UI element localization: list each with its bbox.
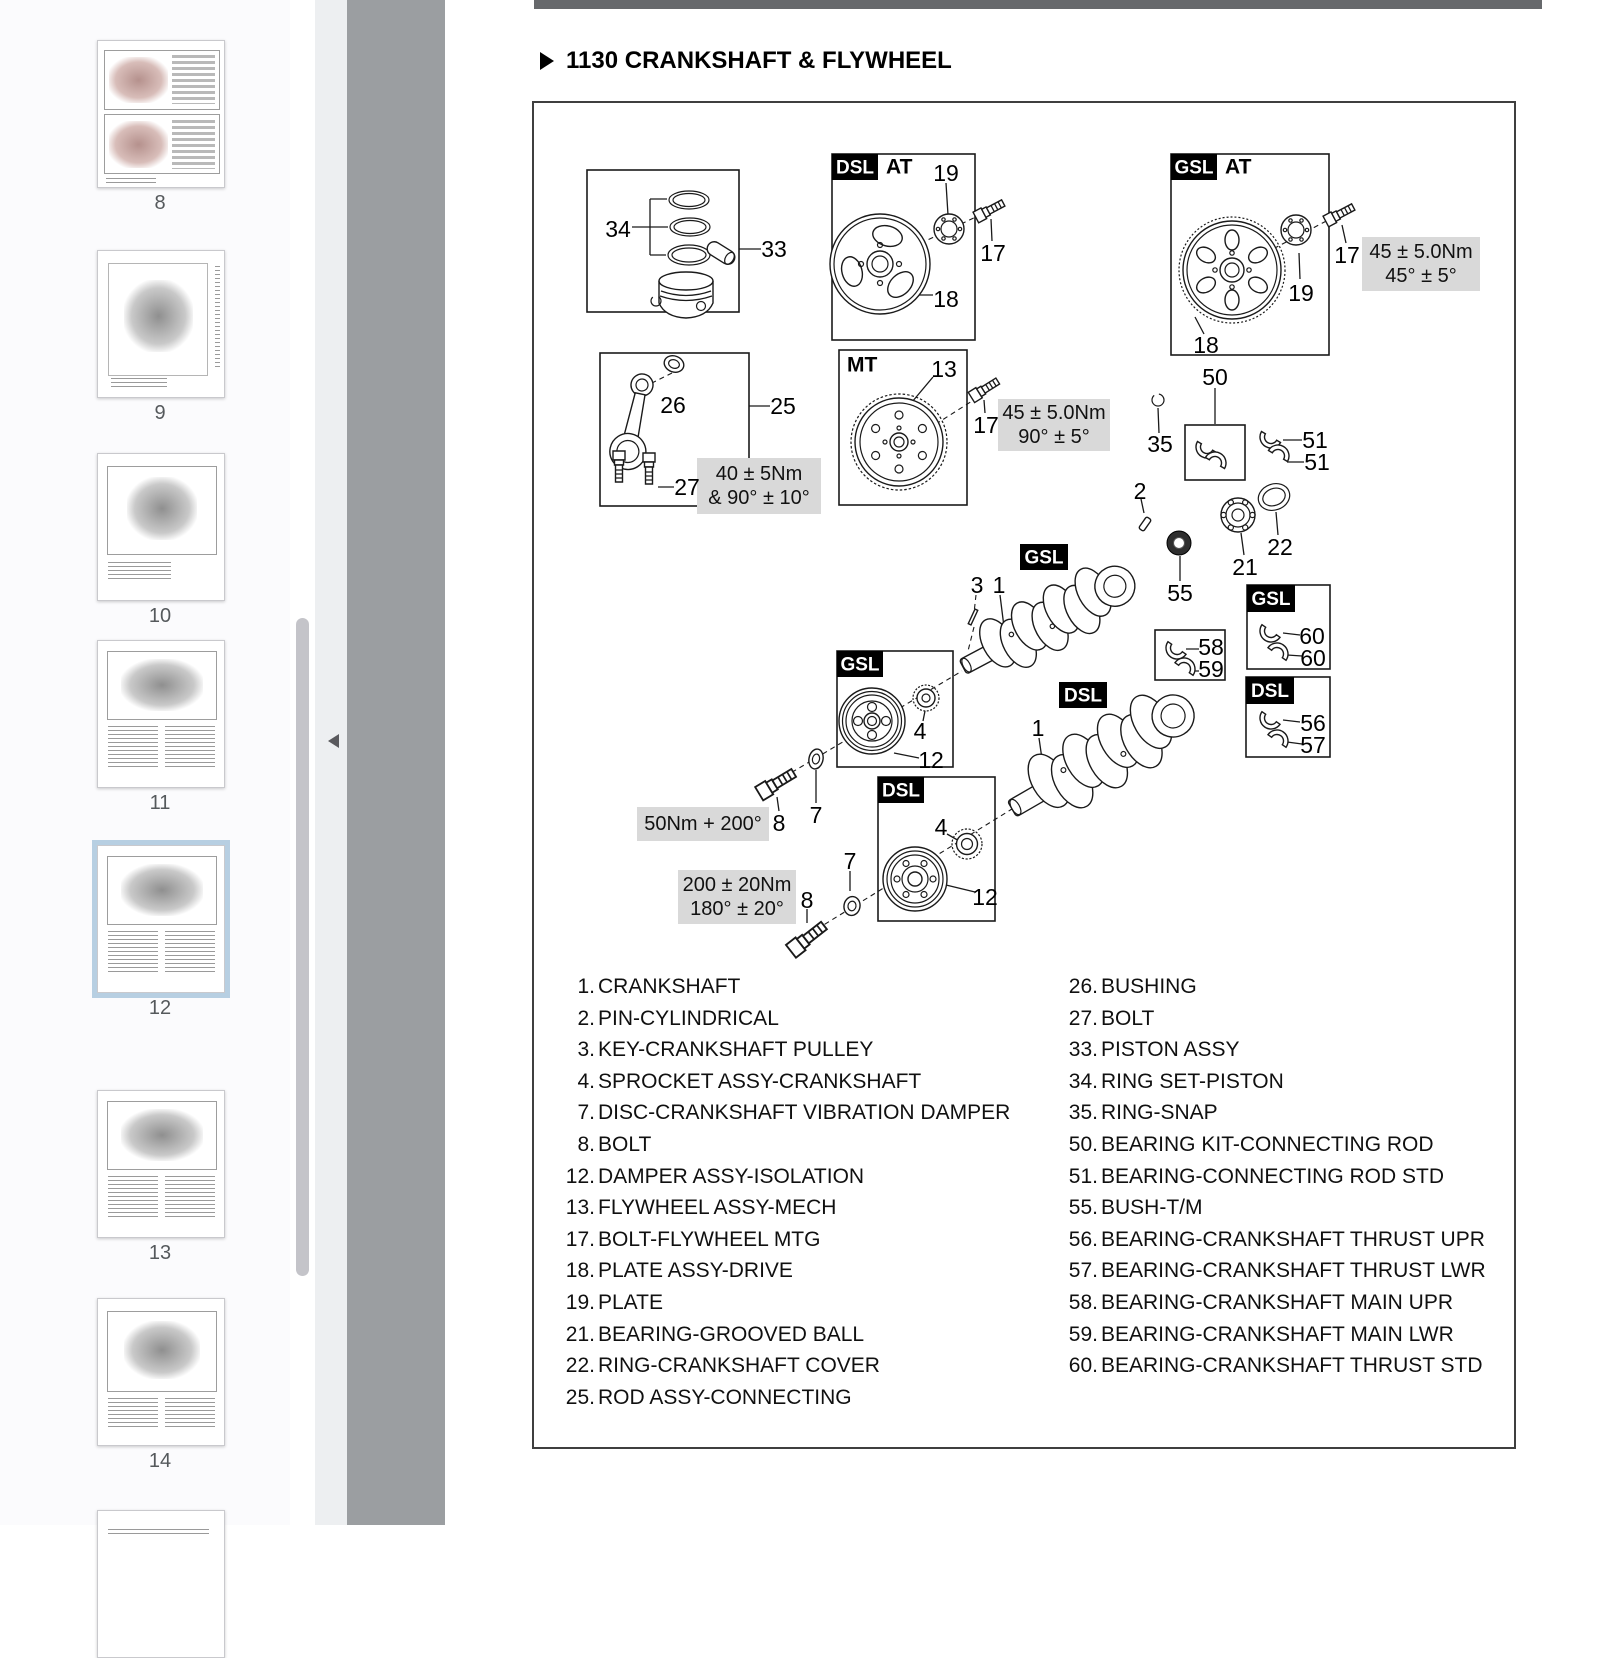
torque-note-text: 180° ± 20° — [690, 898, 784, 920]
plate-19-gsl — [1281, 215, 1311, 245]
variant-badge-text: DSL — [836, 157, 874, 179]
part-callout: 4 — [934, 814, 948, 840]
part-number: 50. — [1068, 1132, 1098, 1156]
parts-list-item — [558, 1192, 1010, 1224]
piston — [659, 272, 713, 318]
torque-note-text: 50Nm + 200° — [644, 813, 762, 835]
part-callout: 27 — [674, 474, 700, 500]
torque-note-text: 40 ± 5Nm — [715, 463, 803, 485]
variant-badge-text: GSL — [1251, 589, 1291, 610]
page-number: 10 — [148, 605, 172, 627]
part-number: 26. — [1068, 975, 1098, 998]
part-callout: 4 — [913, 718, 927, 744]
part-number: 19. — [565, 1290, 595, 1314]
part-name: PLATE ASSY-DRIVE — [598, 1259, 793, 1283]
part-name: BEARING-CONNECTING ROD STD — [1101, 1164, 1445, 1188]
torque-note-text: 45 ± 5.0Nm — [1369, 241, 1473, 263]
part-number: 58. — [1068, 1290, 1098, 1314]
tm-bush — [1167, 531, 1191, 555]
parts-list-item — [1061, 1066, 1486, 1098]
part-name: BOLT — [1101, 1006, 1155, 1030]
parts-list-item — [558, 1003, 1010, 1035]
part-callout: 19 — [1288, 280, 1314, 306]
parts-list-item — [558, 1255, 1010, 1287]
flywheel-bolt — [968, 376, 1001, 403]
parts-list-item — [1061, 971, 1486, 1003]
parts-list-item — [1061, 1097, 1486, 1129]
part-number: 25. — [565, 1385, 595, 1409]
part-name: BUSHING — [1101, 975, 1197, 998]
part-callout: 8 — [772, 810, 786, 836]
part-name: BEARING-GROOVED BALL — [598, 1322, 865, 1346]
part-callout: 12 — [972, 884, 998, 910]
page-number: 8 — [154, 192, 166, 214]
parts-list-right — [1061, 971, 1486, 1382]
part-name: FLYWHEEL ASSY-MECH — [598, 1196, 837, 1220]
variant-badge-text: DSL — [1064, 685, 1102, 707]
part-number: 1. — [577, 975, 595, 998]
flywheel-bolt — [1323, 202, 1356, 227]
part-callout: 3 — [970, 572, 984, 598]
sidebar-scrollbar-thumb[interactable] — [296, 618, 309, 1276]
part-number: 60. — [1068, 1354, 1098, 1378]
viewer-background-gap — [347, 0, 445, 1525]
parts-list-item — [1061, 1129, 1486, 1161]
sprocket-gsl — [913, 685, 939, 711]
part-callout: 8 — [800, 887, 814, 913]
part-name: DISC-CRANKSHAFT VIBRATION DAMPER — [598, 1101, 1011, 1125]
part-number: 8. — [577, 1132, 595, 1156]
drive-plate-assy — [830, 214, 930, 314]
thumbnail-sidebar — [0, 0, 291, 1525]
diagram-frame — [532, 101, 1516, 1449]
conrod-bolt — [643, 453, 655, 484]
section-title-text: 1130 CRANKSHAFT & FLYWHEEL — [566, 47, 952, 74]
torque-note-text: 200 ± 20Nm — [682, 874, 792, 896]
part-name: BUSH-T/M — [1101, 1196, 1203, 1220]
crankshaft-cover-ring — [1255, 479, 1294, 514]
part-name: BEARING-CRANKSHAFT MAIN UPR — [1101, 1290, 1453, 1314]
part-name: BEARING KIT-CONNECTING ROD — [1101, 1132, 1434, 1156]
part-callout: 18 — [933, 286, 959, 312]
part-name: BOLT — [598, 1132, 652, 1156]
pulley-key — [968, 609, 977, 625]
part-name: CRANKSHAFT — [598, 975, 741, 998]
part-callout: 22 — [1267, 534, 1293, 560]
part-number: 22. — [565, 1354, 595, 1378]
variant-badge-text: GSL — [1024, 547, 1064, 569]
parts-diagram — [534, 103, 1516, 965]
part-name: RING-SNAP — [1101, 1101, 1218, 1125]
part-number: 57. — [1068, 1259, 1098, 1283]
part-callout: 17 — [1334, 242, 1360, 268]
document-page — [445, 0, 1600, 1525]
part-name: PISTON ASSY — [1101, 1038, 1240, 1062]
thumbnail-preview[interactable] — [97, 845, 225, 993]
previous-page-edge — [534, 0, 1542, 9]
flex-plate-assy — [1179, 217, 1285, 323]
part-callout: 21 — [1232, 554, 1258, 580]
part-callout: 2 — [1133, 478, 1147, 504]
part-callout: 13 — [931, 356, 957, 382]
part-callout: 35 — [1147, 431, 1173, 457]
parts-list-item — [558, 1224, 1010, 1256]
parts-list-item — [1061, 1255, 1486, 1287]
parts-list-left — [558, 971, 1010, 1413]
part-callout: 33 — [761, 236, 787, 262]
parts-list-item — [558, 1129, 1010, 1161]
part-number: 33. — [1068, 1038, 1098, 1062]
variant-badge-text: GSL — [1174, 157, 1214, 179]
pulley-damper-gsl — [839, 688, 905, 754]
torque-note-text: 45 ± 5.0Nm — [1002, 402, 1106, 424]
part-callout: 51 — [1304, 449, 1330, 475]
parts-list-item — [558, 1319, 1010, 1351]
flywheel-bolt — [973, 198, 1006, 223]
collapse-sidebar-icon[interactable] — [328, 734, 339, 748]
part-number: 35. — [1068, 1101, 1098, 1125]
parts-list-item — [1061, 1161, 1486, 1193]
sidebar-scrollbar-track[interactable] — [290, 0, 315, 1525]
parts-list-item — [1061, 1350, 1486, 1382]
part-callout: 7 — [809, 802, 823, 828]
cylindrical-pin — [1139, 517, 1152, 532]
parts-list-item — [558, 1161, 1010, 1193]
part-number: 21. — [565, 1322, 595, 1346]
parts-list-item — [1061, 1287, 1486, 1319]
part-number: 18. — [565, 1259, 595, 1283]
part-callout: 56 — [1300, 710, 1326, 736]
parts-list-item — [558, 971, 1010, 1003]
variant-badge-text: DSL — [1251, 681, 1289, 702]
part-callout: 60 — [1299, 623, 1325, 649]
page-number: 13 — [148, 1242, 172, 1264]
thumbnail-preview[interactable] — [97, 1090, 225, 1238]
part-name: BEARING-CRANKSHAFT THRUST STD — [1101, 1354, 1483, 1378]
parts-list-item — [558, 1287, 1010, 1319]
plate-19-dsl — [934, 214, 964, 244]
variant-badge-text: GSL — [840, 654, 880, 676]
part-callout: 1 — [1031, 715, 1045, 741]
part-name: BOLT-FLYWHEEL MTG — [598, 1227, 821, 1251]
thumbnail-preview[interactable] — [97, 1298, 225, 1446]
parts-list-item — [558, 1066, 1010, 1098]
part-callout: 7 — [843, 848, 857, 874]
variant-label: AT — [1225, 155, 1252, 179]
part-number: 12. — [565, 1164, 595, 1188]
part-number: 3. — [577, 1038, 595, 1062]
parts-list-item — [558, 1350, 1010, 1382]
part-number: 17. — [565, 1227, 595, 1251]
part-number: 7. — [577, 1101, 595, 1125]
part-number: 34. — [1068, 1069, 1098, 1093]
thumbnail-preview[interactable] — [97, 250, 225, 398]
damper-disc-dsl — [842, 895, 861, 916]
part-callout: 57 — [1300, 732, 1326, 758]
part-name: BEARING-CRANKSHAFT MAIN LWR — [1101, 1322, 1454, 1346]
part-callout: 25 — [770, 393, 796, 419]
section-marker-icon — [540, 52, 554, 70]
pulley-damper-dsl — [883, 847, 947, 911]
part-number: 59. — [1068, 1322, 1098, 1346]
flywheel-mech — [851, 394, 947, 490]
parts-list-item — [1061, 1319, 1486, 1351]
page-number: 9 — [154, 402, 166, 424]
parts-list-item — [558, 1382, 1010, 1414]
parts-list-item — [558, 1034, 1010, 1066]
part-name: DAMPER ASSY-ISOLATION — [598, 1164, 865, 1188]
torque-note-text: 90° ± 5° — [1018, 426, 1090, 448]
bearing-shell — [1205, 448, 1230, 469]
part-callout: 51 — [1302, 427, 1328, 453]
part-number: 4. — [577, 1069, 595, 1093]
part-name: RING SET-PISTON — [1101, 1069, 1284, 1093]
part-name: RING-CRANKSHAFT COVER — [598, 1354, 880, 1378]
part-callout: 34 — [605, 216, 631, 242]
damper-disc-gsl — [807, 748, 825, 770]
part-callout: 19 — [933, 160, 959, 186]
page-number: 11 — [149, 792, 171, 814]
part-name: BEARING-CRANKSHAFT THRUST UPR — [1101, 1227, 1485, 1251]
part-callout: 26 — [660, 392, 686, 418]
parts-list-item — [1061, 1192, 1486, 1224]
part-number: 56. — [1068, 1227, 1098, 1251]
piston-ring-set — [668, 191, 710, 265]
part-number: 55. — [1068, 1196, 1098, 1220]
page-number: 14 — [148, 1450, 172, 1472]
piston-pin — [705, 239, 738, 267]
parts-list-item — [558, 1097, 1010, 1129]
thumbnail-preview[interactable] — [97, 40, 225, 188]
part-name: BEARING-CRANKSHAFT THRUST LWR — [1101, 1259, 1486, 1283]
thumbnail-preview[interactable] — [97, 453, 225, 601]
part-callout: 55 — [1167, 580, 1193, 606]
parts-list-item — [1061, 1224, 1486, 1256]
pulley-bolt — [786, 919, 829, 958]
part-number: 13. — [565, 1196, 595, 1220]
torque-note-text: 45° ± 5° — [1385, 265, 1457, 287]
part-number: 51. — [1068, 1164, 1098, 1188]
part-callout: 12 — [918, 747, 944, 773]
part-callout: 18 — [1193, 332, 1219, 358]
part-name: ROD ASSY-CONNECTING — [598, 1385, 852, 1409]
torque-note-text: & 90° ± 10° — [708, 487, 810, 509]
sprocket-dsl — [952, 829, 982, 859]
variant-label: MT — [847, 353, 878, 377]
variant-label: AT — [886, 155, 913, 179]
part-name: PLATE — [598, 1290, 663, 1314]
part-number: 2. — [577, 1006, 595, 1030]
pulley-bolt — [755, 766, 798, 800]
variant-badge-text: DSL — [882, 780, 920, 802]
parts-list-item — [1061, 1034, 1486, 1066]
part-name: PIN-CYLINDRICAL — [598, 1006, 779, 1030]
part-callout: 50 — [1202, 364, 1228, 390]
thumbnail-preview[interactable] — [97, 1510, 225, 1658]
part-callout: 17 — [973, 412, 999, 438]
snap-ring — [1152, 394, 1164, 406]
grooved-ball-bearing — [1221, 498, 1255, 532]
small-end-bushing — [662, 353, 686, 375]
parts-list-item — [1061, 1003, 1486, 1035]
part-callout: 58 — [1198, 634, 1224, 660]
part-name: SPROCKET ASSY-CRANKSHAFT — [598, 1069, 922, 1093]
part-callout: 59 — [1198, 656, 1224, 682]
part-callout: 1 — [992, 572, 1006, 598]
sidebar-collapse-strip[interactable] — [315, 0, 347, 1525]
page-number: 12 — [148, 997, 172, 1019]
section-title — [540, 47, 952, 75]
part-callout: 60 — [1300, 645, 1326, 671]
part-callout: 17 — [980, 240, 1006, 266]
thumbnail-preview[interactable] — [97, 640, 225, 788]
part-name: KEY-CRANKSHAFT PULLEY — [598, 1038, 874, 1062]
part-number: 27. — [1068, 1006, 1098, 1030]
